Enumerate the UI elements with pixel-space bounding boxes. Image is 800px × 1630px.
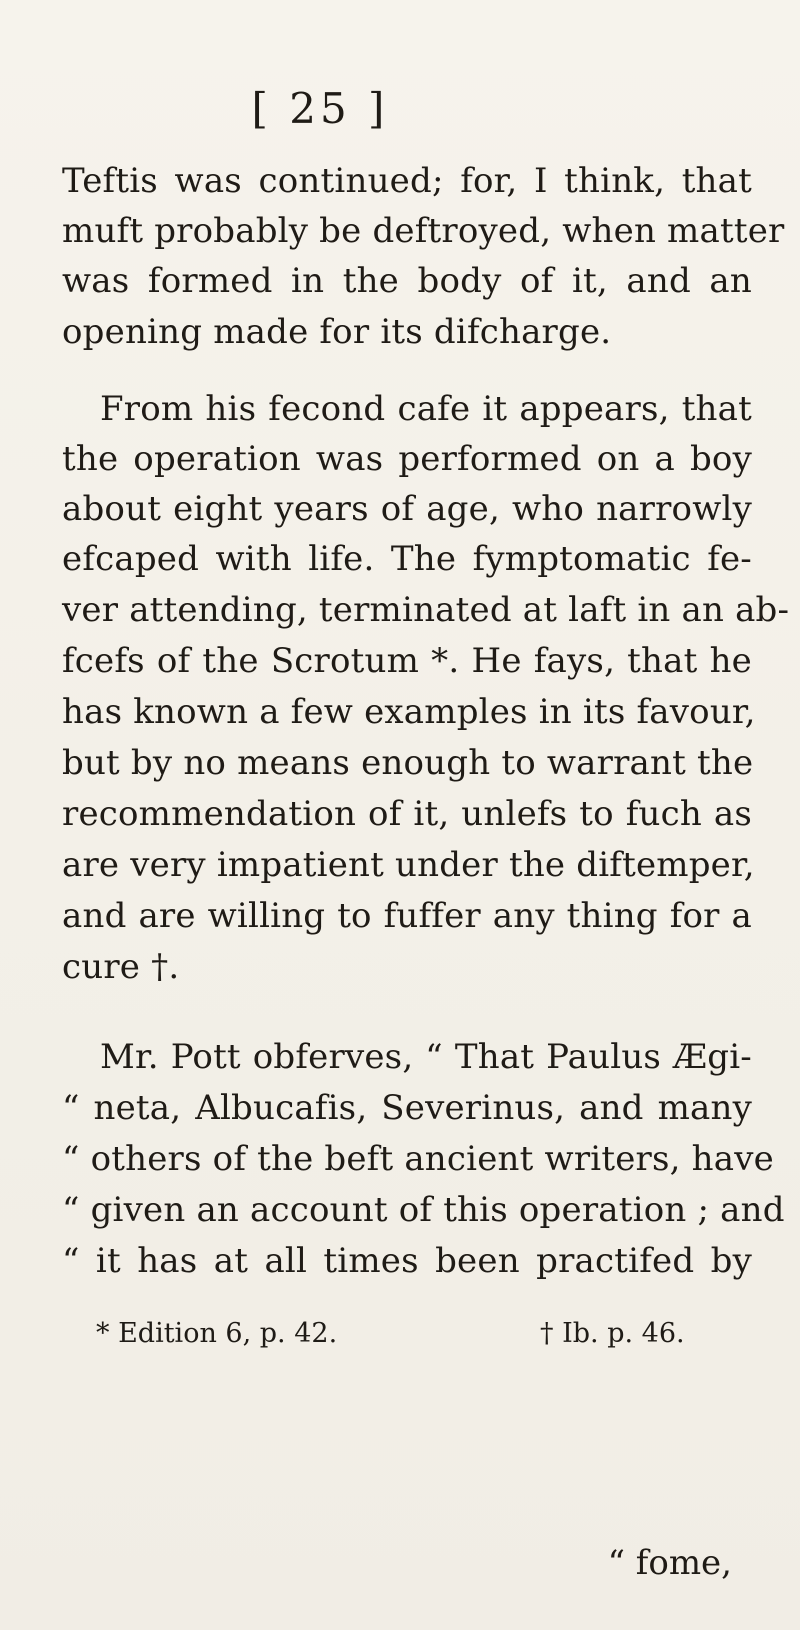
text-line: about eight years of age, who narrowly: [62, 489, 752, 529]
text-line: Teftis was continued; for, I think, that: [62, 161, 752, 201]
text-line: opening made for its difcharge.: [62, 312, 612, 352]
text-line: Mr. Pott obferves, “ That Paulus Ægi-: [100, 1037, 752, 1077]
text-line: From his fecond cafe it appears, that: [100, 389, 752, 429]
text-line: “ others of the beft ancient writers, have: [62, 1139, 774, 1179]
text-line: and are willing to fuffer any thing for a: [62, 896, 752, 936]
text-line: “ given an account of this operation ; and: [62, 1190, 785, 1230]
text-line: has known a few examples in its favour,: [62, 692, 756, 732]
text-line: was formed in the body of it, and an: [62, 261, 752, 301]
footnote-edition: * Edition 6, p. 42.: [96, 1318, 338, 1349]
text-line: ver attending, terminated at laft in an ab-: [62, 590, 790, 630]
text-line: muft probably be deftroyed, when matter: [62, 211, 785, 251]
catchword: “ fome,: [607, 1543, 732, 1583]
text-line: but by no means enough to warrant the: [62, 743, 754, 783]
page-number: [ 25 ]: [251, 84, 389, 133]
text-line: fcefs of the Scrotum *. He fays, that he: [62, 641, 752, 681]
text-line: efcaped with life. The fymptomatic fe-: [62, 539, 752, 579]
text-line: “ neta, Albucafis, Severinus, and many: [62, 1088, 752, 1128]
text-line: recommendation of it, unlefs to fuch as: [62, 794, 752, 834]
footnote-ibid: † Ib. p. 46.: [540, 1318, 685, 1349]
text-line: “ it has at all times been practifed by: [62, 1241, 752, 1281]
text-line: are very impatient under the diftemper,: [62, 845, 755, 885]
text-line: cure †.: [62, 947, 180, 987]
text-line: the operation was performed on a boy: [62, 439, 752, 479]
